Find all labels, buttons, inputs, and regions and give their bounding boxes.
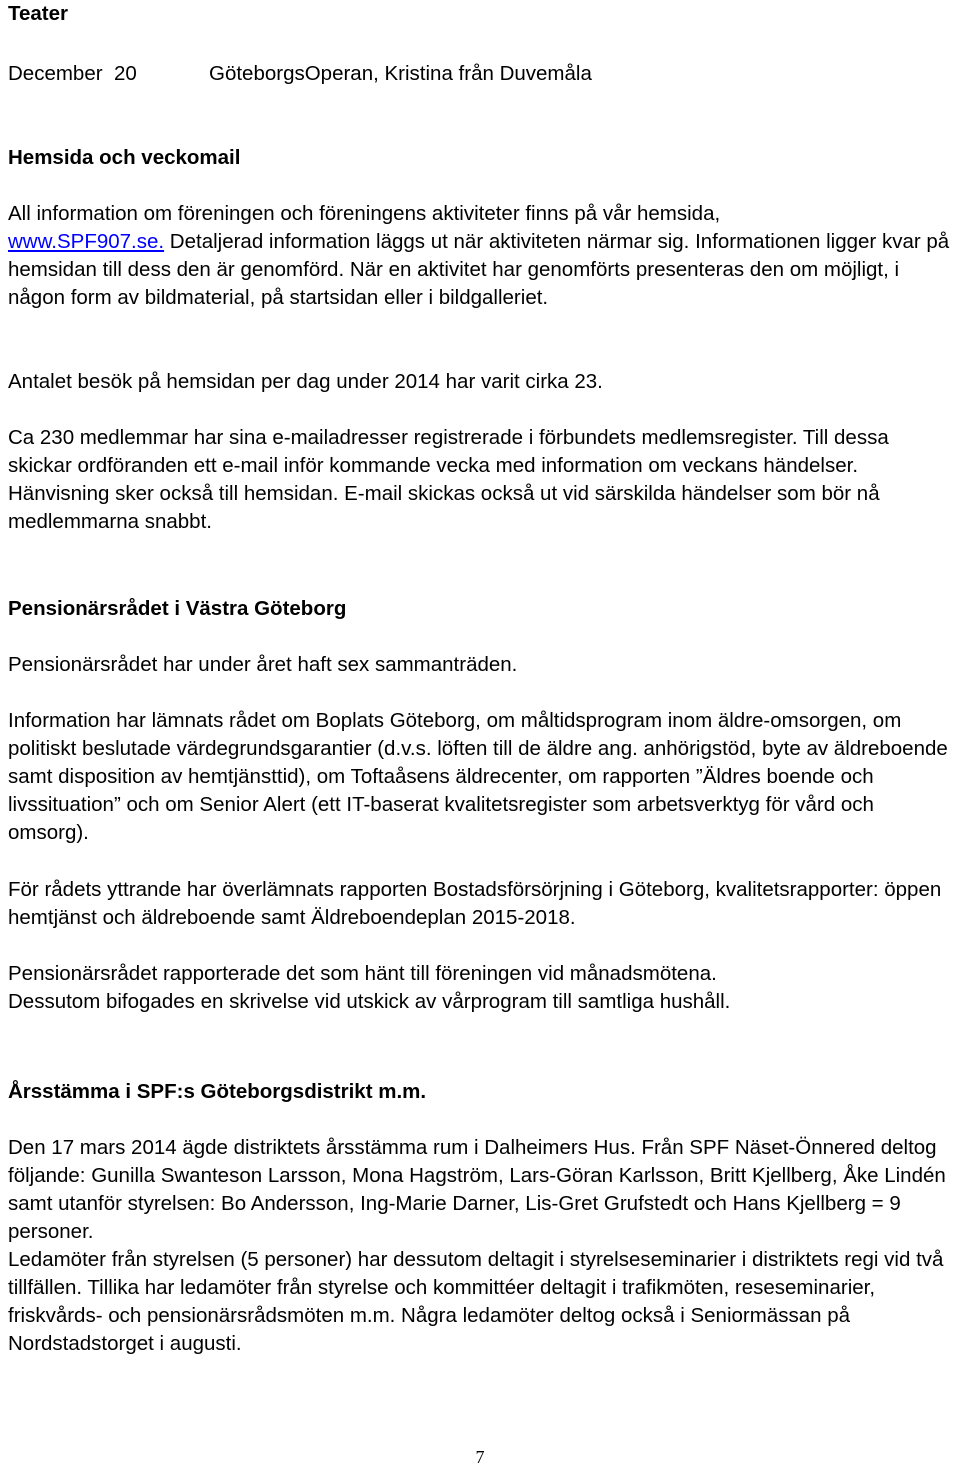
pensionarsradet-paragraph-2: Information har lämnats rådet om Boplats Göteborg, om måltidsprogram inom äldre-omsorgen, om politiskt beslutade värdegrundsgarantier (d.v.s. löften till de äldre ang. anhörigstöd, byte av äldreboende samt disposition av hemtjänsttid), om Toftaåsens äldrecenter, om rapporten ”Äldres boende och livssituation” och om Senior Alert (ett IT-baserat kvalitetsregister som arbetsverktyg för vård och omsorg). bbox=[8, 709, 948, 844]
pensionarsradet-p4-line1: Pensionärsrådet rapporterade det som hänt till föreningen vid månadsmötena. bbox=[8, 962, 717, 985]
page-number: 7 bbox=[475, 1447, 485, 1467]
event-description: GöteborgsOperan, Kristina från Duvemåla bbox=[209, 62, 592, 85]
hemsida-heading: Hemsida och veckomail bbox=[8, 146, 241, 169]
pensionarsradet-p4-line2: Dessutom bifogades en skrivelse vid utskick av vårprogram till samtliga hushåll. bbox=[8, 990, 731, 1013]
hemsida-paragraph-2: Antalet besök på hemsidan per dag under 2014 har varit cirka 23. bbox=[8, 370, 603, 393]
event-date: December 20 bbox=[8, 62, 137, 85]
arsstamma-paragraph-2: Ledamöter från styrelsen (5 personer) har dessutom deltagit i styrelseseminarier i distriktets regi vid två tillfällen. Tillika har ledamöter från styrelse och kommittéer deltagit i trafikmöten, reseseminarier, friskvårds- och pensionärsrådsmöten m.m. Några ledamöter deltog också i Seniormässan på Nordstadstorget i augusti. bbox=[8, 1248, 944, 1355]
hemsida-paragraph-1 bbox=[8, 200, 956, 312]
teater-heading: Teater bbox=[8, 2, 69, 25]
website-link[interactable]: www.SPF907.se. bbox=[8, 230, 165, 253]
event-row bbox=[8, 60, 592, 88]
pensionarsradet-heading: Pensionärsrådet i Västra Göteborg bbox=[8, 597, 347, 620]
arsstamma-paragraph-1: Den 17 mars 2014 ägde distriktets årsstämma rum i Dalheimers Hus. Från SPF Näset-Önnered deltog följande: Gunilla Swanteson Larsson, Mona Hagström, Lars-Göran Karlsson, Britt Kjellberg, Åke Lindén samt utanför styrelsen: Bo Andersson, Ing-Marie Darner, Lis-Gret Grufstedt och Hans Kjellberg = 9 personer. bbox=[8, 1136, 946, 1243]
hemsida-p1-rest: Detaljerad information läggs ut när aktiviteten närmar sig. Informationen ligger kvar på hemsidan till dess den är genomförd. När en aktivitet har genomförts presenteras den om möjligt, i någon form av bildmaterial, på startsidan eller i bildgalleriet. bbox=[8, 230, 950, 309]
hemsida-paragraph-3: Ca 230 medlemmar har sina e-mailadresser registrerade i förbundets medlemsregister. Till dessa skickar ordföranden ett e-mail inför kommande vecka med information om veckans händelser. Hänvisning sker också till hemsidan. E-mail skickas också ut vid särskilda händelser som bör nå medlemmarna snabbt. bbox=[8, 426, 889, 533]
pensionarsradet-paragraph-3: För rådets yttrande har överlämnats rapporten Bostadsförsörjning i Göteborg, kvalitetsrapporter: öppen hemtjänst och äldreboende samt Äldreboendeplan 2015-2018. bbox=[8, 878, 942, 929]
pensionarsradet-paragraph-4 bbox=[8, 960, 956, 1016]
hemsida-p1-line1: All information om föreningen och föreningens aktiviteter finns på vår hemsida, bbox=[8, 202, 721, 225]
pensionarsradet-paragraph-1: Pensionärsrådet har under året haft sex sammanträden. bbox=[8, 653, 518, 676]
arsstamma-heading: Årsstämma i SPF:s Göteborgsdistrikt m.m. bbox=[8, 1080, 427, 1103]
